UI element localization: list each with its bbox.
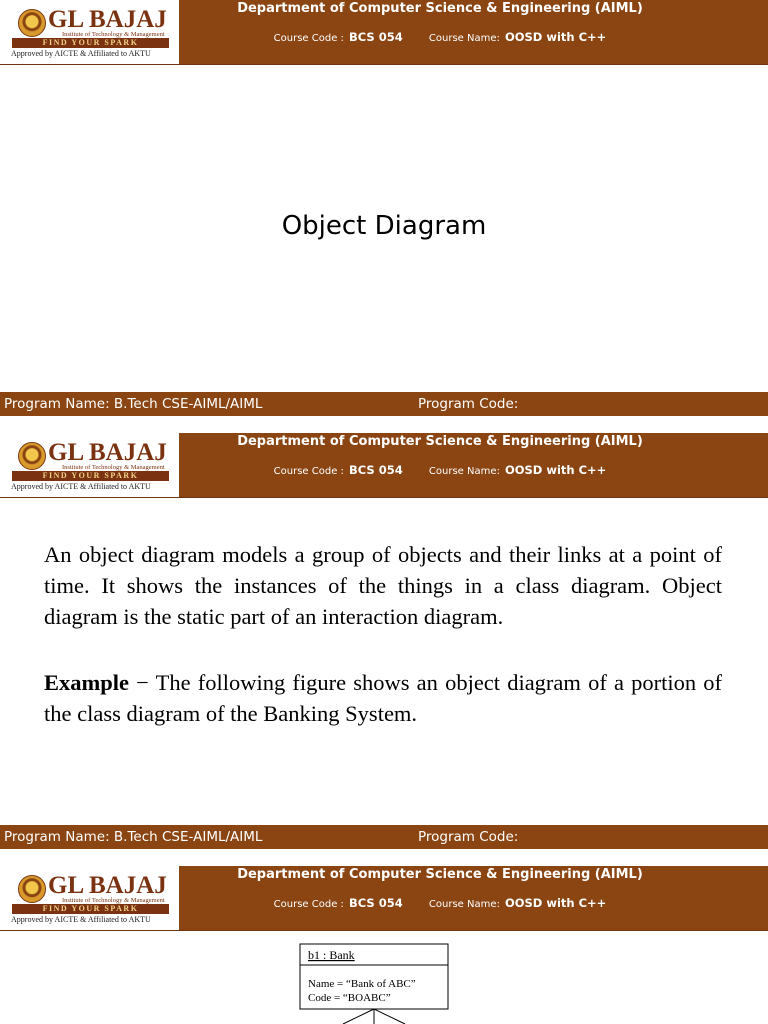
course-code: BCS 054 — [349, 463, 403, 477]
institute-logo — [0, 433, 179, 497]
logo-subtitle: Institute of Technology & Management — [62, 897, 165, 904]
object-diagram — [295, 940, 465, 1024]
example-text: The following figure shows an object diagram of a portion of the class diagram of the Banking System. — [44, 670, 722, 726]
institute-logo — [0, 866, 179, 930]
slide-title: Object Diagram — [281, 211, 487, 241]
logo-subtitle: Institute of Technology & Management — [62, 31, 165, 38]
program-name: Program Name: B.Tech CSE-AIML/AIML — [4, 829, 263, 845]
course-name: OOSD with C++ — [504, 30, 607, 44]
example-dash: − — [129, 670, 156, 695]
logo-name: GL BAJAJ — [48, 6, 167, 33]
program-code: Program Code: — [418, 396, 519, 412]
course-info — [179, 27, 701, 48]
slide-footer — [0, 825, 768, 849]
slide-header — [0, 0, 768, 65]
course-code-label: Course Code : — [273, 899, 344, 910]
course-info — [179, 893, 701, 914]
slide-footer — [0, 392, 768, 416]
logo-name: GL BAJAJ — [48, 439, 167, 466]
department-title: Department of Computer Science & Engineering (AIML) — [237, 867, 643, 882]
course-name: OOSD with C++ — [504, 896, 607, 910]
example-paragraph — [44, 667, 722, 729]
logo-tagline: FIND YOUR SPARK — [12, 904, 169, 914]
course-name-label: Course Name: — [428, 466, 500, 477]
emblem-icon — [18, 442, 46, 470]
course-code: BCS 054 — [349, 896, 403, 910]
object-attribute-code: Code = “BOABC” — [308, 992, 391, 1004]
logo-approval: Approved by AICTE & Affiliated to AKTU — [11, 49, 151, 58]
logo-tagline: FIND YOUR SPARK — [12, 471, 169, 481]
slide-header — [0, 866, 768, 931]
course-code: BCS 054 — [349, 30, 403, 44]
institute-logo — [0, 0, 179, 64]
logo-approval: Approved by AICTE & Affiliated to AKTU — [11, 915, 151, 924]
department-title: Department of Computer Science & Engineering (AIML) — [237, 434, 643, 449]
link-line-left — [343, 1009, 374, 1024]
logo-name: GL BAJAJ — [48, 872, 167, 899]
slide-1 — [0, 0, 768, 416]
definition-paragraph: An object diagram models a group of objects and their links at a point of time. It shows the instances of the things in a class diagram. Object diagram is the static part of an interaction diagram. — [44, 542, 722, 629]
course-code-label: Course Code : — [273, 33, 344, 44]
slide-header — [0, 433, 768, 498]
example-label: Example — [44, 670, 130, 695]
logo-approval: Approved by AICTE & Affiliated to AKTU — [11, 482, 151, 491]
slide-2 — [0, 433, 768, 849]
object-name: b1 : Bank — [308, 948, 355, 962]
course-name-label: Course Name: — [428, 33, 500, 44]
course-name-label: Course Name: — [428, 899, 500, 910]
course-code-label: Course Code : — [273, 466, 344, 477]
emblem-icon — [18, 9, 46, 37]
course-info — [179, 460, 701, 481]
program-name: Program Name: B.Tech CSE-AIML/AIML — [4, 396, 263, 412]
emblem-icon — [18, 875, 46, 903]
course-name: OOSD with C++ — [504, 463, 607, 477]
link-line-right — [374, 1009, 405, 1024]
object-attribute-name: Name = “Bank of ABC” — [308, 978, 416, 990]
department-title: Department of Computer Science & Engineering (AIML) — [237, 1, 643, 16]
logo-tagline: FIND YOUR SPARK — [12, 38, 169, 48]
logo-subtitle: Institute of Technology & Management — [62, 464, 165, 471]
program-code: Program Code: — [418, 829, 519, 845]
